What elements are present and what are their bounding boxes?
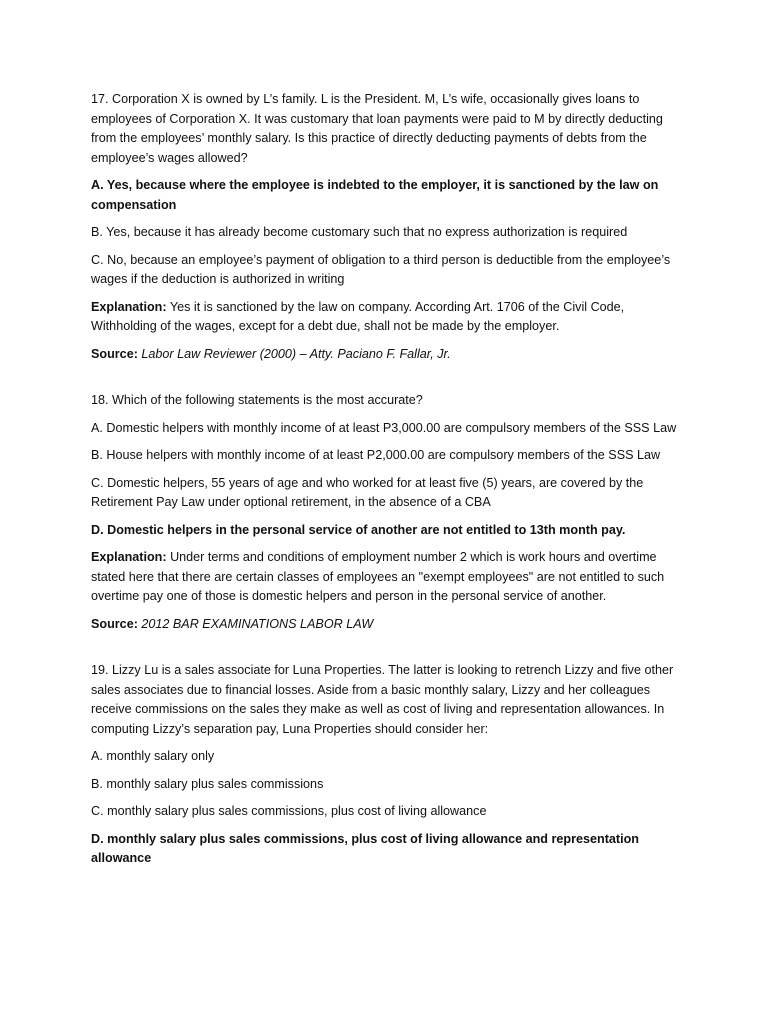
document-page xyxy=(91,90,691,877)
source-text: 2012 BAR EXAMINATIONS LABOR LAW xyxy=(137,616,374,631)
source-text: Labor Law Reviewer (2000) – Atty. Paciano F. Fallar, Jr. xyxy=(137,346,451,361)
question-19 xyxy=(91,661,691,869)
explanation-text: Yes it is sanctioned by the law on company. According Art. 1706 of the Civil Code, Withholding of the wages, except for a debt due, shall not be made by the employer. xyxy=(91,299,625,333)
source-label: Source: xyxy=(91,346,138,361)
question-18 xyxy=(91,391,691,634)
explanation xyxy=(91,548,691,607)
option-a-correct: A. Yes, because where the employee is indebted to the employer, it is sanctioned by the law on compensation xyxy=(91,178,659,212)
question-17 xyxy=(91,90,691,364)
option-d-correct: D. monthly salary plus sales commissions, plus cost of living allowance and representation allowance xyxy=(91,831,639,865)
option-c: C. monthly salary plus sales commissions, plus cost of living allowance xyxy=(91,804,487,818)
option-d-correct: D. Domestic helpers in the personal service of another are not entitled to 13th month pay. xyxy=(91,522,626,537)
source xyxy=(91,345,691,365)
explanation-text: Under terms and conditions of employment number 2 which is work hours and overtime stated here that there are certain classes of employees an "exempt employees" are not entitled to such overtime pay one of those is domestic helpers and person in the personal service of another. xyxy=(91,550,665,603)
source xyxy=(91,615,691,635)
option-c: C. Domestic helpers, 55 years of age and who worked for at least five (5) years, are covered by the Retirement Pay Law under optional retirement, in the absence of a CBA xyxy=(91,475,644,509)
explanation-label: Explanation: xyxy=(91,299,167,314)
question-stem: 18. Which of the following statements is the most accurate? xyxy=(91,393,423,407)
option-b: B. House helpers with monthly income of at least P2,000.00 are compulsory members of the SSS Law xyxy=(91,448,661,462)
question-stem: 17. Corporation X is owned by L’s family. L is the President. M, L’s wife, occasionally gives loans to employees of Corporation X. It was customary that loan payments were paid to M by directly deducting from the employees’ monthly salary. Is this practice of directly deducting payments of debts from the employee’s wages allowed? xyxy=(91,92,663,165)
option-a: A. Domestic helpers with monthly income of at least P3,000.00 are compulsory members of the SSS Law xyxy=(91,420,677,435)
option-b: B. Yes, because it has already become customary such that no express authorization is required xyxy=(91,225,628,239)
option-c: C. No, because an employee’s payment of obligation to a third person is deductible from the employee’s wages if the deduction is authorized in writing xyxy=(91,252,671,286)
source-label: Source: xyxy=(91,616,138,631)
option-a: A. monthly salary only xyxy=(91,749,215,763)
option-b: B. monthly salary plus sales commissions xyxy=(91,776,324,791)
explanation xyxy=(91,298,691,337)
explanation-label: Explanation: xyxy=(91,550,167,564)
question-stem: 19. Lizzy Lu is a sales associate for Luna Properties. The latter is looking to retrench Lizzy and five other sales associates due to financial losses. Aside from a basic monthly salary, Lizzy and her colleagues receive commissions on the sales they make as well as cost of living and representation allowances. In computing Lizzy’s separation pay, Luna Properties should consider her: xyxy=(91,663,674,736)
